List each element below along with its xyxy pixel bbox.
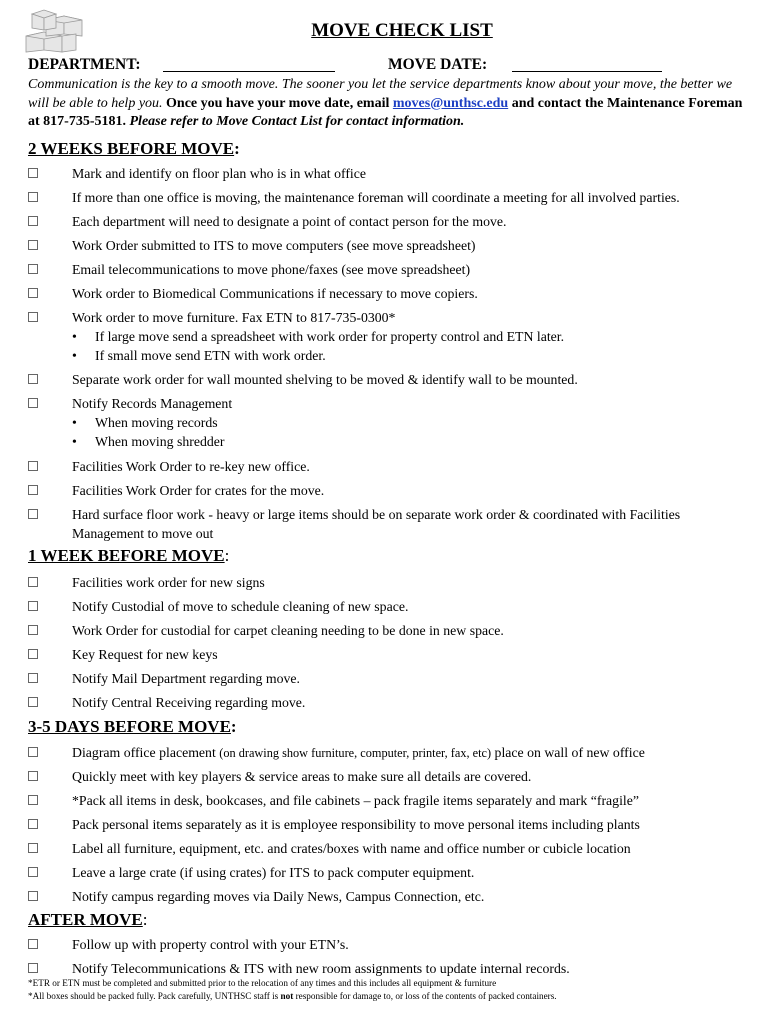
sub-bullet-text: If large move send a spreadsheet with work order for property control and ETN later. <box>95 329 565 344</box>
move-date-label: MOVE DATE: <box>388 56 488 73</box>
checkbox[interactable] <box>28 192 38 202</box>
checklist-item-text: Hard surface floor work - heavy or large items should be on separate work order & coordinated with Facilities Management to move out <box>72 507 681 541</box>
checkbox[interactable] <box>28 374 38 384</box>
intro-text-1: Communication is the key to a smooth move. The sooner you let the service departments know about your move, the better we will be able to help you. <box>28 77 733 111</box>
checklist-item-text: Notify Records Management <box>72 396 233 411</box>
section-colon: : <box>224 546 230 565</box>
intro-paragraph <box>28 76 748 132</box>
checklist-item-text: Notify Custodial of move to schedule cleaning of new space. <box>72 599 409 614</box>
footnote-packing-bold: not <box>280 991 294 1001</box>
checklist-item-text: Facilities work order for new signs <box>72 575 265 590</box>
intro-text-3: and contact the Maintenance Foreman at 817-735-5181. <box>28 95 743 129</box>
checklist-item-text: Work Order for custodial for carpet cleaning needing to be done in new space. <box>72 623 504 638</box>
sub-bullet-text: When moving shredder <box>95 434 225 449</box>
checkbox[interactable] <box>28 312 38 322</box>
department-label: DEPARTMENT: <box>28 56 141 73</box>
checklist-item-text: *Pack all items in desk, bookcases, and file cabinets – pack fragile items separately and mark “fragile” <box>72 793 639 808</box>
checklist-item-text: Separate work order for wall mounted shelving to be moved & identify wall to be mounted. <box>72 372 578 387</box>
footnote-packing-text-a: *All boxes should be packed fully. Pack carefully, UNTHSC staff is <box>28 991 281 1001</box>
checklist-item-text: Label all furniture, equipment, etc. and crates/boxes with name and office number or cubicle location <box>72 841 631 856</box>
checkbox[interactable] <box>28 601 38 611</box>
moves-email-link[interactable]: moves@unthsc.edu <box>392 95 509 111</box>
checkbox[interactable] <box>28 240 38 250</box>
footnote-packing <box>28 991 557 1001</box>
checklist-item-text <box>72 743 752 763</box>
page-title: MOVE CHECK LIST <box>311 20 493 41</box>
intro-text-4: Please refer to Move Contact List for contact information. <box>126 114 465 129</box>
diagram-text-a: Diagram office placement <box>72 745 220 760</box>
checkbox[interactable] <box>28 625 38 635</box>
checklist-item-text: Leave a large crate (if using crates) for ITS to pack computer equipment. <box>72 865 475 880</box>
section-colon: : <box>234 139 240 158</box>
checkbox[interactable] <box>28 577 38 587</box>
intro-text-2: Once you have your move date, email <box>162 95 393 111</box>
checklist-item-text: Quickly meet with key players & service areas to make sure all details are covered. <box>72 769 532 784</box>
checkbox[interactable] <box>28 673 38 683</box>
section-title-3-5-days: 3-5 DAYS BEFORE MOVE <box>28 717 231 736</box>
footnote-etr: *ETR or ETN must be completed and submitted prior to the relocation of any times and this includes all equipment & furniture <box>28 978 497 988</box>
checkbox[interactable] <box>28 819 38 829</box>
checkbox[interactable] <box>28 398 38 408</box>
section-heading-after-move <box>28 910 147 930</box>
checkbox[interactable] <box>28 747 38 757</box>
checkbox[interactable] <box>28 843 38 853</box>
department-field[interactable] <box>163 71 335 72</box>
checkbox[interactable] <box>28 485 38 495</box>
checkbox[interactable] <box>28 264 38 274</box>
diagram-text-b: (on drawing show furniture, computer, printer, fax, etc) <box>219 746 492 760</box>
bullet-icon: • <box>72 434 77 449</box>
diagram-text-c: place on wall of new office <box>491 745 645 760</box>
sub-bullet-text: If small move send ETN with work order. <box>95 348 326 363</box>
checklist-item-text: Facilities Work Order for crates for the move. <box>72 483 325 498</box>
footnote-packing-text-b: responsible for damage to, or loss of the contents of packed containers. <box>293 991 557 1001</box>
checkbox[interactable] <box>28 168 38 178</box>
section-colon: : <box>142 910 148 929</box>
section-heading-3-5-days <box>28 717 237 737</box>
bullet-icon: • <box>72 329 77 344</box>
checkbox[interactable] <box>28 461 38 471</box>
checklist-item-text: Notify campus regarding moves via Daily News, Campus Connection, etc. <box>72 889 485 904</box>
checklist-item-text: Work Order submitted to ITS to move computers (see move spreadsheet) <box>72 238 476 253</box>
checkbox[interactable] <box>28 288 38 298</box>
checklist-item-text: Follow up with property control with your ETN’s. <box>72 937 349 952</box>
checkbox[interactable] <box>28 697 38 707</box>
sub-bullet-text: When moving records <box>95 415 218 430</box>
section-title-1-week: 1 WEEK BEFORE MOVE <box>28 546 225 565</box>
checkbox[interactable] <box>28 509 38 519</box>
checklist-item-text: Key Request for new keys <box>72 647 218 662</box>
checkbox[interactable] <box>28 939 38 949</box>
checkbox[interactable] <box>28 216 38 226</box>
bullet-icon: • <box>72 348 77 363</box>
section-heading-2-weeks <box>28 139 240 159</box>
checklist-item-text: Mark and identify on floor plan who is in what office <box>72 166 367 181</box>
checkbox[interactable] <box>28 771 38 781</box>
section-title-2-weeks: 2 WEEKS BEFORE MOVE <box>28 139 235 158</box>
checklist-item-text: Email telecommunications to move phone/faxes (see move spreadsheet) <box>72 262 471 277</box>
checkbox[interactable] <box>28 891 38 901</box>
checklist-item-text: Notify Telecommunications & ITS with new room assignments to update internal records. <box>72 961 570 976</box>
checklist-item-text: Each department will need to designate a point of contact person for the move. <box>72 214 507 229</box>
section-title-after-move: AFTER MOVE <box>28 910 143 929</box>
checklist-item-text: Notify Central Receiving regarding move. <box>72 695 306 710</box>
move-date-field[interactable] <box>512 71 662 72</box>
bullet-icon: • <box>72 415 77 430</box>
checklist-item-text: Work order to Biomedical Communications if necessary to move copiers. <box>72 286 478 301</box>
checkbox[interactable] <box>28 649 38 659</box>
checkbox[interactable] <box>28 795 38 805</box>
checklist-item-text: Work order to move furniture. Fax ETN to 817-735-0300* <box>72 310 396 325</box>
checklist-item-text: If more than one office is moving, the maintenance foreman will coordinate a meeting for all involved parties. <box>72 190 680 205</box>
checklist-item-text: Notify Mail Department regarding move. <box>72 671 300 686</box>
section-heading-1-week <box>28 546 229 566</box>
checklist-item-text: Pack personal items separately as it is employee responsibility to move personal items including plants <box>72 817 640 832</box>
checklist-item-text: Facilities Work Order to re-key new office. <box>72 459 310 474</box>
checkbox[interactable] <box>28 867 38 877</box>
checkbox[interactable] <box>28 963 38 973</box>
section-colon: : <box>230 717 237 736</box>
